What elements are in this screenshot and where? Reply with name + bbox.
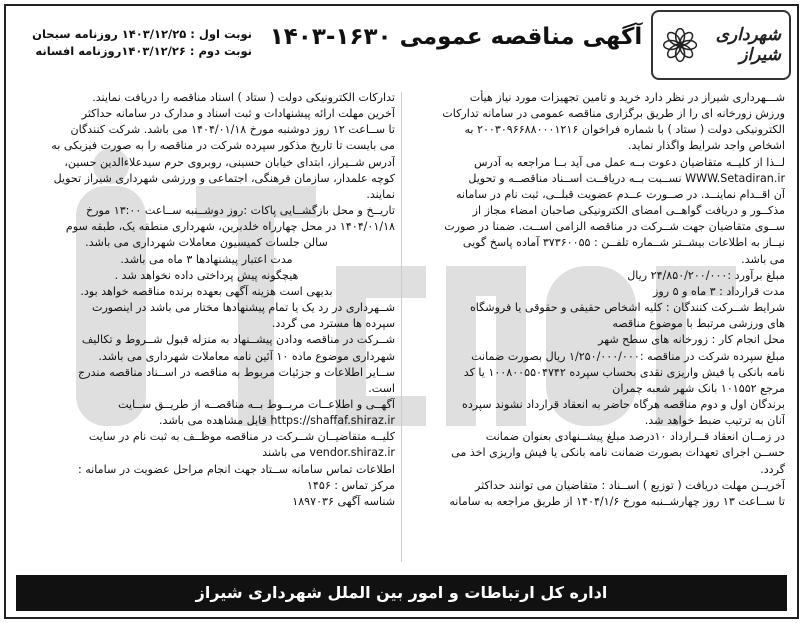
notice-first: نوبت اول : ۱۴۰۳/۱۲/۲۵ روزنامه سبحان <box>32 27 252 41</box>
notice-second: نوبت دوم : ۱۴۰۳/۱۲/۲۶روزنامه افسانه <box>35 43 252 58</box>
shaffaf-site-line: https://shaffaf.shiraz.ir قابل مشاهده می باشد. <box>159 414 395 428</box>
text-line: آدرس شــیراز، ابتدای خیابان حسینی، روبروی حرم سیدعلاءالدین حسین، <box>64 155 395 169</box>
ad-title: آگهی مناقصه عمومی ۱۶۳۰-۱۴۰۳ <box>269 24 643 50</box>
text-line: اشخاص واجد شرایط واگذار نماید. <box>628 139 785 153</box>
text-line: اطلاعات تماس سامانه ســتاد جهت انجام مراحل عضویت در سامانه : <box>77 462 395 476</box>
text-line: های ورزشی مرتبط با موضوع مناقصه <box>612 317 785 331</box>
text-line: مبلغ سپرده شرکت در مناقصه :۱/۲۵۰/۰۰۰/۰۰۰ ریال بصورت ضمانت <box>471 349 785 363</box>
text-line: شـــهرداری شیراز در نظر دارد خرید و تامین تجهیزات مورد نیاز هیأت <box>469 91 785 104</box>
text-line: سالن جلسات کمیسیون معاملات شهرداری می باشد. <box>85 236 328 250</box>
text-line: شهرداری موضوع ماده ۱۰ آئین نامه معاملات شهرداری می باشد. <box>98 349 395 363</box>
text-line: الکترونیکی دولت ( ستاد ) با شماره فراخوان ۲۰۰۳۰۹۶۶۸۸۰۰۰۱۲۱۶ به <box>464 123 785 137</box>
right-column <box>407 90 785 574</box>
text-line: تا ســاعت ۱۲ روز دوشنبه مورخ ۱۴۰۴/۰۱/۱۸ می باشد. شرکت کنندگان <box>70 123 395 137</box>
advertisement-frame <box>4 4 799 619</box>
footer-banner: اداره کل ارتباطات و امور بین الملل شهرداری شیراز <box>16 575 787 611</box>
text-line: کوچه علمدار، سازمان فرهنگی، اجتماعی و ورزشی شهرداری شیراز تحویل <box>53 171 395 185</box>
work-location: محل انجام کار : زورخانه های سطح شهر <box>598 333 785 347</box>
text-line: مرجع ۱۰۱۵۵۲ بانک شهر شعبه چمران <box>612 381 785 395</box>
text-line: تدارکات الکترونیکی دولت ( ستاد ) اسناد مناقصه را دریافت نمایند. <box>92 91 395 104</box>
text-line: تاریــخ و محل بازگشــایی پاکات :روز دوشــنبه ســاعت ۱۳:۰۰ مورخ <box>86 204 395 218</box>
text-line: نمایند. <box>366 187 395 201</box>
text-line: ورزش زورخانه ای را از طریق برگزاری مناقصه عمومی در سامانه تدارکات <box>442 107 785 121</box>
text-line: تا ســاعت ۱۳ روز چهارشــنبه مورخ ۱۴۰۴/۱/۶ از طریق مراجعه به سامانه <box>449 494 785 508</box>
ad-id: شناسه آگهی ۱۸۹۷۰۳۶ <box>292 494 395 508</box>
text-line: WWW.Setadiran.ir نســبت بــه دریافــت اســناد مناقصــه و تحویل <box>468 171 785 185</box>
no-prepayment: هیچگونه پیش پرداختی داده نخواهد شد . <box>114 268 299 282</box>
call-center: مرکز تماس : ۱۴۵۶ <box>306 478 395 492</box>
text-line: آگهــی و اطلاعــات مربــوط بــه مناقصــه از طریــق ســایت <box>118 397 395 411</box>
flower-emblem-icon <box>663 22 697 68</box>
logo-text: شهرداری شیراز <box>715 25 781 65</box>
validity-period: مدت اعتبار پیشنهادها ۳ ماه می باشد. <box>120 252 293 266</box>
contract-duration: مدت قرارداد : ۳ ماه و ۵ روز <box>653 284 785 298</box>
text-line: آن اقــدام نماینــد. در صــورت عــدم عضویت قبلــی، ثبت نام در سامانه <box>455 187 785 201</box>
ad-cost-note: بدیهی است هزینه آگهی بعهده برنده مناقصه خواهد بود. <box>80 284 333 298</box>
column-divider <box>401 92 402 562</box>
text-line: ســوی متقاضیان جهت شــرکت در مناقصه الزامی اســت. ضمنا در صورت <box>444 220 785 234</box>
text-line: است. <box>368 381 395 395</box>
estimate-amount: مبلغ برآورد :۲۴/۸۵۰/۲۰۰/۰۰۰ ریال <box>627 268 785 282</box>
text-line: نامه بانکی یا فیش واریزی نقدی بحساب سپرده ۱۰۰۸۰۰۵۵۰۴۷۴۲ یا کد <box>463 365 785 379</box>
text-line: آخرین مهلت ارائه پیشنهادات و ثبت اسناد و مدارک در سامانه حداکثر <box>81 107 395 121</box>
left-column <box>18 90 395 574</box>
ad-header <box>6 6 797 88</box>
text-line: کلیــه متقاضیــان شــرکت در مناقصه موظــف به ثبت نام در سایت <box>88 430 395 444</box>
text-line: لــذا از کلیــه متقاضیان دعوت بــه عمل می آید بــا مراجعه به آدرس <box>474 155 785 169</box>
text-line: ســایر اطلاعات و جزئیات مربوط به مناقصه در اســناد مناقصه مندرج <box>78 365 395 379</box>
text-line: شرایط شــرکت کنندگان : کلیه اشخاص حقیقی و حقوقی یا فروشگاه <box>469 301 785 315</box>
text-line: شــهرداری در رد یک یا تمام پیشنهادها مختار می باشد در اینصورت <box>92 301 395 315</box>
text-line: ۱۴۰۴/۰۱/۱۸ در محل چهارراه خلدبرین، شهرداری منطقه یک، طبقه سوم <box>65 220 395 234</box>
publication-notices <box>22 26 252 59</box>
text-line: می بایست تا تاریخ مذکور سپرده شرکت در مناقصه را به صورت فیزیکی به <box>51 139 395 153</box>
text-line: برندگان اول و دوم مناقصه هرگاه حاضر به انعقاد قرارداد نشوند سپرده <box>462 397 785 411</box>
text-line: گردد. <box>760 462 785 476</box>
text-line: در زمــان انعقاد قــرارداد ۱۰درصد مبلغ پیشــنهادی بعنوان ضمانت <box>485 430 785 444</box>
text-line: مذکــور و دریافت گواهــی امضای الکترونیکی صاحبان امضاء مجاز از <box>472 204 785 218</box>
vendor-site-line: vendor.shiraz.ir می باشند <box>262 446 395 460</box>
text-line: سپرده ها مسترد می گردد. <box>271 317 395 331</box>
text-line: شــرکت در مناقصه ودادن پیشــنهاد به منزله قبول شــروط و تکالیف <box>81 333 395 347</box>
text-line: آخریــن مهلت دریافت ( توزیع ) اســناد : متقاضیان می توانند حداکثر <box>474 478 785 492</box>
text-line: حســن اجرای تعهدات بصورت ضمانت نامه بانکی یا فیش واریزی اخذ می <box>451 446 785 460</box>
text-line: نیــاز به اطلاعات بیشــتر شــماره تلفــن : ۳۷۳۶۰۰۵۵ آماده پاسخ گویی <box>462 236 785 250</box>
shiraz-municipality-logo <box>651 10 791 80</box>
text-line: می باشد. <box>741 252 785 266</box>
text-line: آنان به ترتیب ضبط خواهد شد. <box>644 414 785 428</box>
